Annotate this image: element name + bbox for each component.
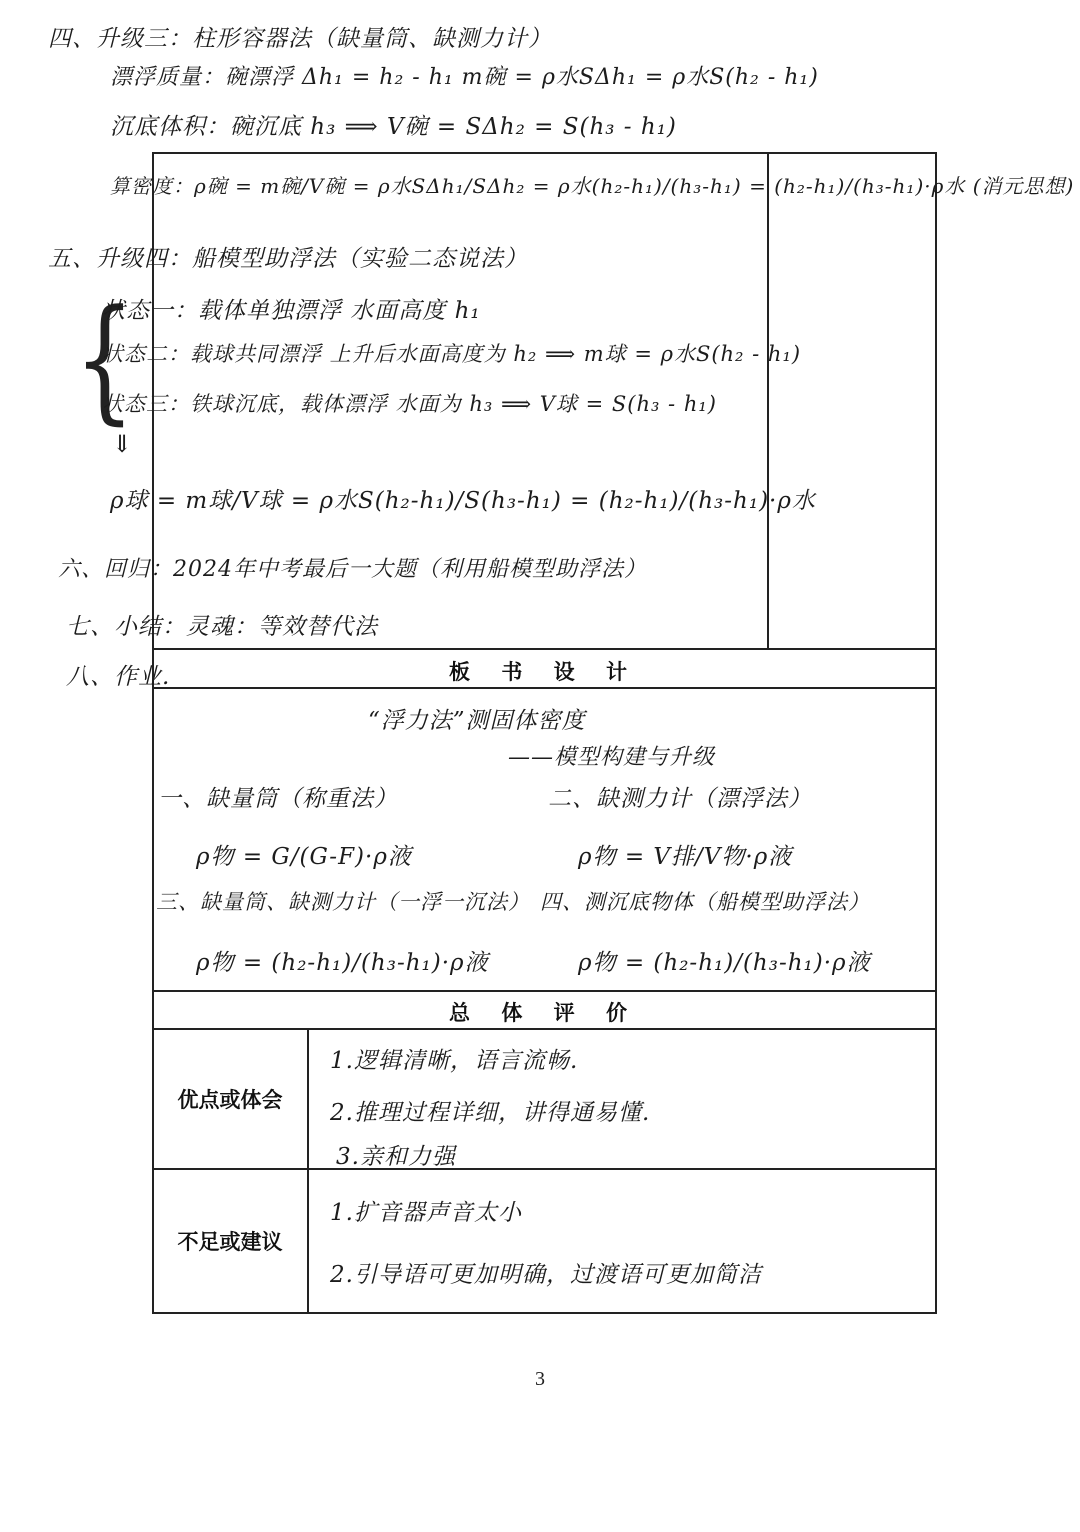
board-formula-one: ρ物 = G/(G-F)·ρ液 [196,844,412,870]
board-formula-three: ρ物 = (h₂-h₁)/(h₃-h₁)·ρ液 [196,950,489,976]
note-down-arrow: ⇓ [112,430,134,458]
note-floating-mass: 漂浮质量：碗漂浮 Δh₁ = h₂ - h₁ m碗 = ρ水SΔh₁ = ρ水S(h₂ - h₁) [110,65,819,90]
table-right-divider [767,152,769,650]
page-number: 3 [535,1368,545,1390]
note-state-one: 状态一：载体单独漂浮 水面高度 h₁ [102,298,481,324]
board-item-four: 四、测沉底物体（船模型助浮法） [540,890,870,914]
strength-item: 2.推理过程详细，讲得通易懂. [330,1100,651,1126]
state-brace: { [74,280,136,438]
note-ball-density: ρ球 = m球/V球 = ρ水S(h₂-h₁)/S(h₃-h₁) = (h₂-h₁)/(h₃-h₁)·ρ水 [110,488,816,514]
strengths-label: 优点或体会 [177,1088,283,1112]
weaknesses-label: 不足或建议 [177,1230,283,1254]
note-state-three: 状态三：铁球沉底，载体漂浮 水面为 h₃ ⟹ V球 = S(h₃ - h₁) [102,392,717,416]
strength-item: 1.逻辑清晰，语言流畅. [330,1048,579,1074]
note-upgrade-three: 四、升级三：柱形容器法（缺量筒、缺测力计） [48,26,552,52]
note-density-formula: 算密度：ρ碗 = m碗/V碗 = ρ水SΔh₁/SΔh₂ = ρ水(h₂-h₁)/(h₃-h₁) = (h₂-h₁)/(h₃-h₁)·ρ水 (消元思想) [110,174,1075,198]
note-summary: 七、小结：灵魂：等效替代法 [66,614,378,640]
strength-item: 3.亲和力强 [336,1144,456,1170]
divider-eval-body [152,1028,937,1030]
board-item-two: 二、缺测力计（漂浮法） [548,786,812,812]
weakness-item: 2.引导语可更加明确，过渡语可更加简洁 [330,1262,762,1288]
note-upgrade-four: 五、升级四：船模型助浮法（实验二态说法） [48,246,528,272]
board-item-one: 一、缺量筒（称重法） [158,786,398,812]
board-design-heading: 板 书 设 计 [449,660,639,684]
note-review: 六、回归：2024年中考最后一大题（利用船模型助浮法） [58,557,647,582]
weakness-item: 1.扩音器声音太小 [330,1200,522,1226]
divider-eval-rows [152,1168,937,1170]
board-title: “浮力法”测固体密度 [368,708,586,734]
divider-board-header [152,648,937,650]
divider-board-body [152,687,937,689]
board-item-three: 三、缺量筒、缺测力计（一浮一沉法） [156,890,530,914]
board-formula-two: ρ物 = V排/V物·ρ液 [578,844,793,870]
board-subtitle: ——模型构建与升级 [508,745,716,770]
divider-eval-header [152,990,937,992]
board-formula-four: ρ物 = (h₂-h₁)/(h₃-h₁)·ρ液 [578,950,871,976]
evaluation-heading: 总 体 评 价 [449,1001,639,1025]
note-sunken-volume: 沉底体积：碗沉底 h₃ ⟹ V碗 = SΔh₂ = S(h₃ - h₁) [110,114,677,140]
note-state-two: 状态二：载球共同漂浮 上升后水面高度为 h₂ ⟹ m球 = ρ水S(h₂ - h₁) [102,342,802,366]
eval-label-divider [307,1028,309,1314]
note-homework: 八、作业. [66,664,171,690]
